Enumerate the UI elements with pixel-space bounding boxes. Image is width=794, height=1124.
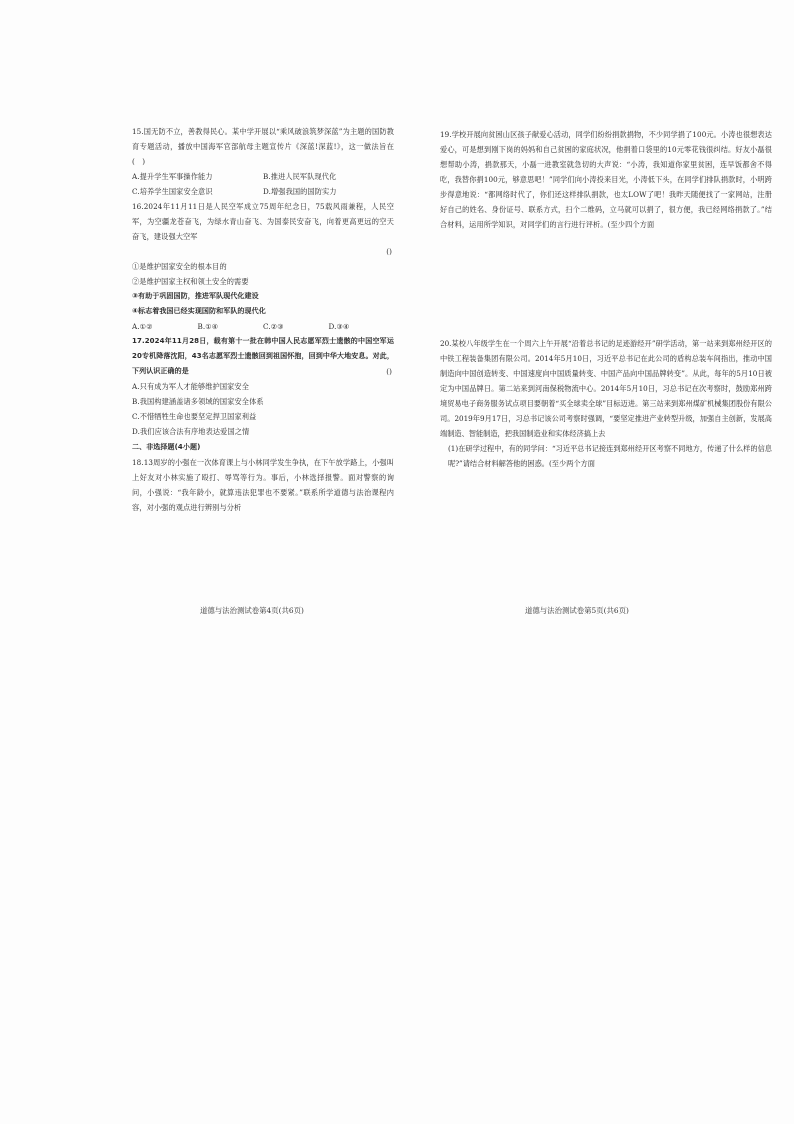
question-16-option-b: B.①④	[197, 322, 219, 331]
question-16-statement-4: ④标志着我国已经实现国防和军队的现代化	[132, 307, 266, 315]
left-page-content	[132, 124, 394, 515]
question-20-sub-1: (1)在研学过程中，有的同学问：“习近平总书记接连到郑州经开区考察不同地方，传递了什么样的信息呢?”请结合材料解答他的困惑。(至少两个方面	[448, 444, 772, 468]
question-16-option-d: D.③④	[328, 322, 350, 331]
right-page-content	[440, 127, 772, 232]
question-15-option-c: C.培养学生国家安全意识	[132, 187, 213, 196]
question-16-options	[132, 319, 394, 334]
question-15-option-b: B.推进人民军队现代化	[263, 172, 337, 181]
question-16-option-c: C.②③	[263, 322, 284, 331]
question-19-text: 19.学校开展向贫困山区孩子献爱心活动，同学们纷纷捐款捐物，不少同学捐了100元。小涛也很想表达爱心，可是想到刚下岗的妈妈和自己贫困的家庭状况，他捐着口袋里的10元零花钱很纠结。好友小磊很想帮助小涛，捐款那天，小磊一进教室就急切的大声说：“小涛，我知道你家里贫困，连早饭都舍不得吃，我替你捐100元，够意思吧！”同学们向小涛投来目光，小涛低下头，在同学们排队捐款时，小明跨步得意地说：“都网络时代了，你们还这样排队捐款，也太LOW了吧！我昨天随便找了一家网站，注册好自己的姓名、身份证号、联系方式，扫个二维码，立马就可以捐了，很方便，我已经网络捐款了。”结合材料，运用所学知识，对同学们的言行进行评析。(至少四个方面	[440, 130, 772, 229]
question-16-statement-3: ③有助于巩固国防，推进军队现代化建设	[132, 292, 259, 300]
question-16-stem: 16.2024年11月11日是人民空军成立75周年纪念日，75载风雨兼程，人民空军，为空疆龙苍奋飞，为绿水青山奋飞、为国泰民安奋飞，向着更高更远的空天奋飞，建设强大空军	[132, 202, 394, 241]
left-page-footer: 道德与法治测试卷第4页(共6页)	[200, 606, 304, 615]
question-15-stem: 15.国无防不立，善教得民心。某中学开展以“乘风破浪筑梦深蓝”为主题的国防教育专题活动，播放中国海军官部航母主题宣传片《深蓝!深蓝!》，这一做法旨在( )	[132, 127, 394, 166]
question-20-block	[440, 336, 772, 471]
question-15-option-d: D.增强我国的国防实力	[263, 187, 337, 196]
question-18-text: 18.13周岁的小强在一次体育课上与小林同学发生争执，在下午放学路上，小强叫上好友对小林实施了殴打、辱骂等行为。事后，小林选择报警。面对警察的询问，小强说：“我年龄小，就算违法犯罪也不要紧。”联系所学道德与法治课程内容，对小强的观点进行辨别与分析	[132, 458, 394, 512]
question-17-option-d: D.我们应该合法有序地表达爱国之情	[132, 427, 250, 436]
question-20-stem: 20.某校八年级学生在一个周六上午开展“沿着总书记的足迹游经开”研学活动，第一站来到郑州经开区的中铁工程装备集团有限公司。2014年5月10日，习近平总书记在此公司的盾构总装车间指出，推动中国制造向中国创造转变、中国速度向中国质量转变、中国产品向中国品牌转变”。从此，每年的5月10日被定为中国品牌日。第二站来到河南保税物流中心。2014年5月10日，习总书记在次考察时，鼓励郑州跨境贸易电子商务服务试点项目要朝着“买全球卖全球”目标迈进。第三站来到郑州煤矿机械集团股份有限公司。2019年9月17日，习总书记该公司考察时强调，“要坚定推进产业转型升级，加强自主创新，发展高端制造、智能制造，把我国制造业和实体经济搞上去	[440, 339, 772, 438]
question-17-option-a: A.只有成为军人才能够维护国家安全	[132, 382, 249, 391]
question-17-stem: 17.2024年11月28日，载有第十一批在韩中国人民志愿军烈士遗骸的中国空军运20专机降落沈阳，43名志愿军烈士遗骸回到祖国怀抱，回到中华大地安息。对此，下列认识正确的是	[132, 337, 394, 375]
question-16-answer-paren: ()	[386, 247, 392, 256]
question-16-statement-1: ①是维护国家安全的根本目的	[132, 262, 227, 271]
question-15-option-a: A.提升学生军事操作能力	[132, 172, 213, 181]
question-15-options-row1	[132, 169, 394, 184]
question-17-option-b: B.我国构建涵盖诸多领域的国家安全体系	[132, 397, 264, 406]
question-17-option-c: C.不惜牺牲生命也要坚定捍卫国家利益	[132, 412, 257, 421]
question-17-answer-paren: ()	[386, 367, 392, 376]
question-16-option-a: A.①②	[132, 322, 153, 331]
right-page-footer: 道德与法治测试卷第5页(共6页)	[525, 606, 629, 615]
section-2-heading: 二、非选择题(4小题)	[132, 443, 201, 451]
question-16-statement-2: ②是维护国家主权和领土安全的需要	[132, 277, 249, 286]
question-15-options-row2	[132, 184, 394, 199]
